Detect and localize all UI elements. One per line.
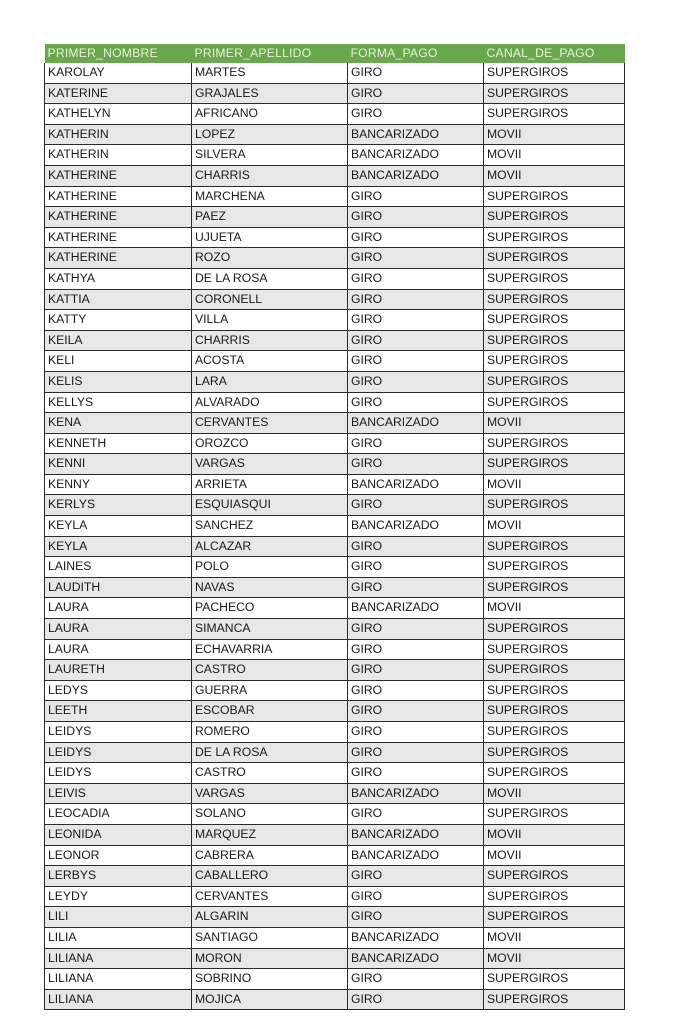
table-row — [45, 886, 625, 907]
cell-forma-pago[interactable]: GIRO — [348, 83, 484, 104]
table-body — [45, 63, 625, 1010]
cell-primer-apellido[interactable]: GUERRA — [192, 680, 348, 701]
table-row — [45, 783, 625, 804]
cell-canal-de-pago[interactable]: MOVII — [484, 948, 625, 969]
cell-primer-apellido[interactable]: CASTRO — [192, 660, 348, 681]
cell-primer-nombre[interactable]: LAINES — [45, 557, 192, 578]
table-row — [45, 433, 625, 454]
table-row — [45, 392, 625, 413]
cell-primer-apellido[interactable]: SIMANCA — [192, 619, 348, 640]
cell-canal-de-pago[interactable]: SUPERGIROS — [484, 63, 625, 83]
table-row — [45, 289, 625, 310]
table-row — [45, 927, 625, 948]
cell-forma-pago[interactable]: GIRO — [348, 742, 484, 763]
table-row — [45, 104, 625, 125]
cell-canal-de-pago[interactable]: SUPERGIROS — [484, 104, 625, 125]
cell-forma-pago[interactable]: GIRO — [348, 351, 484, 372]
table-row — [45, 804, 625, 825]
cell-forma-pago[interactable]: GIRO — [348, 557, 484, 578]
cell-canal-de-pago[interactable]: SUPERGIROS — [484, 351, 625, 372]
cell-canal-de-pago[interactable]: MOVII — [484, 516, 625, 537]
cell-forma-pago[interactable]: GIRO — [348, 289, 484, 310]
cell-canal-de-pago[interactable]: SUPERGIROS — [484, 619, 625, 640]
cell-canal-de-pago[interactable]: SUPERGIROS — [484, 989, 625, 1010]
table-row — [45, 969, 625, 990]
cell-canal-de-pago[interactable]: SUPERGIROS — [484, 639, 625, 660]
cell-primer-nombre[interactable]: KATHERIN — [45, 124, 192, 145]
cell-primer-nombre[interactable]: KATHERINE — [45, 227, 192, 248]
table-row — [45, 248, 625, 269]
table-row — [45, 742, 625, 763]
table-row — [45, 83, 625, 104]
table-row — [45, 989, 625, 1010]
cell-primer-nombre[interactable]: LEIDYS — [45, 763, 192, 784]
table-row — [45, 660, 625, 681]
cell-canal-de-pago[interactable]: SUPERGIROS — [484, 907, 625, 928]
cell-primer-apellido[interactable]: CASTRO — [192, 763, 348, 784]
cell-canal-de-pago[interactable]: SUPERGIROS — [484, 454, 625, 475]
cell-primer-nombre[interactable]: KATTY — [45, 310, 192, 331]
cell-primer-nombre[interactable]: LAURETH — [45, 660, 192, 681]
cell-primer-apellido[interactable]: LARA — [192, 371, 348, 392]
cell-primer-nombre[interactable]: LEONIDA — [45, 824, 192, 845]
cell-primer-apellido[interactable]: VARGAS — [192, 454, 348, 475]
cell-canal-de-pago[interactable]: SUPERGIROS — [484, 83, 625, 104]
cell-primer-nombre[interactable]: LILI — [45, 907, 192, 928]
cell-primer-nombre[interactable]: LEIDYS — [45, 742, 192, 763]
cell-forma-pago[interactable]: BANCARIZADO — [348, 948, 484, 969]
table-row — [45, 722, 625, 743]
cell-canal-de-pago[interactable]: SUPERGIROS — [484, 742, 625, 763]
table-row — [45, 516, 625, 537]
cell-primer-nombre[interactable]: LEIDYS — [45, 722, 192, 743]
table-row — [45, 557, 625, 578]
cell-primer-nombre[interactable]: KEYLA — [45, 536, 192, 557]
table-row — [45, 907, 625, 928]
cell-primer-nombre[interactable]: KATHERINE — [45, 165, 192, 186]
table-row — [45, 701, 625, 722]
cell-primer-apellido[interactable]: CABALLERO — [192, 866, 348, 887]
cell-primer-apellido[interactable]: ARRIETA — [192, 474, 348, 495]
cell-primer-apellido[interactable]: CERVANTES — [192, 413, 348, 434]
cell-primer-apellido[interactable]: SOBRINO — [192, 969, 348, 990]
header-row — [45, 44, 625, 63]
cell-canal-de-pago[interactable]: SUPERGIROS — [484, 433, 625, 454]
cell-primer-apellido[interactable]: DE LA ROSA — [192, 268, 348, 289]
cell-canal-de-pago[interactable]: SUPERGIROS — [484, 207, 625, 228]
cell-primer-nombre[interactable]: LILIA — [45, 927, 192, 948]
cell-forma-pago[interactable]: GIRO — [348, 207, 484, 228]
cell-forma-pago[interactable]: GIRO — [348, 186, 484, 207]
cell-primer-nombre[interactable]: KAROLAY — [45, 63, 192, 83]
table-row — [45, 207, 625, 228]
cell-primer-apellido[interactable]: SANCHEZ — [192, 516, 348, 537]
beneficiaries-table — [44, 44, 625, 1010]
cell-primer-apellido[interactable]: POLO — [192, 557, 348, 578]
cell-primer-nombre[interactable]: LERBYS — [45, 866, 192, 887]
cell-forma-pago[interactable]: BANCARIZADO — [348, 845, 484, 866]
cell-primer-nombre[interactable]: LAURA — [45, 598, 192, 619]
cell-primer-apellido[interactable]: CERVANTES — [192, 886, 348, 907]
cell-primer-nombre[interactable]: KATHELYN — [45, 104, 192, 125]
table-row — [45, 413, 625, 434]
cell-primer-nombre[interactable]: KATHERINE — [45, 207, 192, 228]
table-row — [45, 165, 625, 186]
cell-primer-nombre[interactable]: LAURA — [45, 619, 192, 640]
cell-primer-apellido[interactable]: ECHAVARRIA — [192, 639, 348, 660]
cell-canal-de-pago[interactable]: MOVII — [484, 824, 625, 845]
cell-forma-pago[interactable]: GIRO — [348, 330, 484, 351]
cell-canal-de-pago[interactable]: SUPERGIROS — [484, 310, 625, 331]
cell-forma-pago[interactable]: GIRO — [348, 763, 484, 784]
cell-primer-nombre[interactable]: LILIANA — [45, 969, 192, 990]
table-row — [45, 763, 625, 784]
cell-canal-de-pago[interactable]: SUPERGIROS — [484, 660, 625, 681]
cell-primer-nombre[interactable]: KATERINE — [45, 83, 192, 104]
cell-forma-pago[interactable]: BANCARIZADO — [348, 824, 484, 845]
table-row — [45, 680, 625, 701]
cell-canal-de-pago[interactable]: SUPERGIROS — [484, 495, 625, 516]
table-row — [45, 639, 625, 660]
cell-primer-nombre[interactable]: KENNETH — [45, 433, 192, 454]
cell-canal-de-pago[interactable]: MOVII — [484, 783, 625, 804]
cell-forma-pago[interactable]: GIRO — [348, 866, 484, 887]
cell-forma-pago[interactable]: GIRO — [348, 907, 484, 928]
cell-canal-de-pago[interactable]: SUPERGIROS — [484, 763, 625, 784]
cell-primer-apellido[interactable]: MARCHENA — [192, 186, 348, 207]
cell-canal-de-pago[interactable]: SUPERGIROS — [484, 969, 625, 990]
table-row — [45, 63, 625, 83]
table-row — [45, 577, 625, 598]
cell-canal-de-pago[interactable]: SUPERGIROS — [484, 680, 625, 701]
cell-canal-de-pago[interactable]: SUPERGIROS — [484, 701, 625, 722]
cell-primer-apellido[interactable]: MORON — [192, 948, 348, 969]
table-row — [45, 619, 625, 640]
cell-primer-nombre[interactable]: LILIANA — [45, 989, 192, 1010]
cell-canal-de-pago[interactable]: SUPERGIROS — [484, 330, 625, 351]
cell-canal-de-pago[interactable]: MOVII — [484, 927, 625, 948]
cell-primer-apellido[interactable]: ESCOBAR — [192, 701, 348, 722]
cell-canal-de-pago[interactable]: SUPERGIROS — [484, 371, 625, 392]
cell-forma-pago[interactable]: BANCARIZADO — [348, 598, 484, 619]
cell-primer-nombre[interactable]: KATHYA — [45, 268, 192, 289]
cell-primer-nombre[interactable]: LEYDY — [45, 886, 192, 907]
cell-primer-apellido[interactable]: ROMERO — [192, 722, 348, 743]
table-row — [45, 948, 625, 969]
cell-canal-de-pago[interactable]: MOVII — [484, 474, 625, 495]
cell-primer-apellido[interactable]: MOJICA — [192, 989, 348, 1010]
cell-primer-nombre[interactable]: LEONOR — [45, 845, 192, 866]
cell-forma-pago[interactable]: BANCARIZADO — [348, 783, 484, 804]
cell-forma-pago[interactable]: GIRO — [348, 392, 484, 413]
cell-primer-apellido[interactable]: GRAJALES — [192, 83, 348, 104]
cell-primer-apellido[interactable]: UJUETA — [192, 227, 348, 248]
cell-primer-apellido[interactable]: ESQUIASQUI — [192, 495, 348, 516]
cell-forma-pago[interactable]: GIRO — [348, 268, 484, 289]
cell-primer-apellido[interactable]: VILLA — [192, 310, 348, 331]
cell-primer-nombre[interactable]: LEETH — [45, 701, 192, 722]
cell-forma-pago[interactable]: GIRO — [348, 227, 484, 248]
cell-primer-apellido[interactable]: LOPEZ — [192, 124, 348, 145]
table-row — [45, 454, 625, 475]
cell-primer-nombre[interactable]: LEDYS — [45, 680, 192, 701]
table-row — [45, 845, 625, 866]
cell-primer-nombre[interactable]: LILIANA — [45, 948, 192, 969]
cell-forma-pago[interactable]: GIRO — [348, 371, 484, 392]
cell-primer-apellido[interactable]: PACHECO — [192, 598, 348, 619]
cell-canal-de-pago[interactable]: SUPERGIROS — [484, 577, 625, 598]
table-row — [45, 598, 625, 619]
cell-forma-pago[interactable]: GIRO — [348, 722, 484, 743]
cell-canal-de-pago[interactable]: MOVII — [484, 598, 625, 619]
table-row — [45, 495, 625, 516]
cell-forma-pago[interactable]: GIRO — [348, 969, 484, 990]
cell-primer-nombre[interactable]: LEIVIS — [45, 783, 192, 804]
cell-forma-pago[interactable]: GIRO — [348, 619, 484, 640]
cell-primer-apellido[interactable]: ALGARIN — [192, 907, 348, 928]
spreadsheet-sheet — [44, 44, 624, 1010]
table-row — [45, 330, 625, 351]
cell-primer-apellido[interactable]: PAEZ — [192, 207, 348, 228]
cell-primer-apellido[interactable]: ALVARADO — [192, 392, 348, 413]
cell-primer-nombre[interactable]: KENA — [45, 413, 192, 434]
cell-canal-de-pago[interactable]: SUPERGIROS — [484, 186, 625, 207]
cell-primer-nombre[interactable]: KATHERINE — [45, 186, 192, 207]
table-header — [45, 44, 625, 63]
cell-canal-de-pago[interactable]: SUPERGIROS — [484, 886, 625, 907]
cell-primer-nombre[interactable]: KERLYS — [45, 495, 192, 516]
cell-forma-pago[interactable]: BANCARIZADO — [348, 145, 484, 166]
table-row — [45, 371, 625, 392]
cell-primer-nombre[interactable]: LEOCADIA — [45, 804, 192, 825]
cell-forma-pago[interactable]: GIRO — [348, 310, 484, 331]
cell-forma-pago[interactable]: GIRO — [348, 680, 484, 701]
cell-primer-apellido[interactable]: SANTIAGO — [192, 927, 348, 948]
table-row — [45, 124, 625, 145]
cell-forma-pago[interactable]: BANCARIZADO — [348, 516, 484, 537]
cell-primer-nombre[interactable]: KENNI — [45, 454, 192, 475]
cell-canal-de-pago[interactable]: SUPERGIROS — [484, 722, 625, 743]
cell-forma-pago[interactable]: BANCARIZADO — [348, 165, 484, 186]
cell-primer-apellido[interactable]: ACOSTA — [192, 351, 348, 372]
table-row — [45, 145, 625, 166]
cell-primer-apellido[interactable]: VARGAS — [192, 783, 348, 804]
table-row — [45, 866, 625, 887]
cell-forma-pago[interactable]: GIRO — [348, 639, 484, 660]
table-row — [45, 186, 625, 207]
cell-canal-de-pago[interactable]: MOVII — [484, 124, 625, 145]
cell-forma-pago[interactable]: GIRO — [348, 433, 484, 454]
cell-canal-de-pago[interactable]: MOVII — [484, 165, 625, 186]
cell-primer-nombre[interactable]: LAURA — [45, 639, 192, 660]
header-canal-de-pago[interactable]: CANAL_DE_PAGO — [484, 44, 625, 63]
cell-canal-de-pago[interactable]: SUPERGIROS — [484, 268, 625, 289]
cell-canal-de-pago[interactable]: SUPERGIROS — [484, 536, 625, 557]
cell-primer-apellido[interactable]: OROZCO — [192, 433, 348, 454]
cell-primer-apellido[interactable]: AFRICANO — [192, 104, 348, 125]
cell-forma-pago[interactable]: GIRO — [348, 701, 484, 722]
cell-primer-nombre[interactable]: LAUDITH — [45, 577, 192, 598]
cell-primer-nombre[interactable]: KEILA — [45, 330, 192, 351]
cell-forma-pago[interactable]: GIRO — [348, 495, 484, 516]
cell-forma-pago[interactable]: GIRO — [348, 886, 484, 907]
cell-primer-apellido[interactable]: ALCAZAR — [192, 536, 348, 557]
cell-primer-apellido[interactable]: ROZO — [192, 248, 348, 269]
header-primer-apellido[interactable]: PRIMER_APELLIDO — [192, 44, 348, 63]
cell-canal-de-pago[interactable]: MOVII — [484, 413, 625, 434]
cell-primer-nombre[interactable]: KATHERIN — [45, 145, 192, 166]
table-row — [45, 536, 625, 557]
table-row — [45, 310, 625, 331]
cell-forma-pago[interactable]: GIRO — [348, 989, 484, 1010]
cell-forma-pago[interactable]: GIRO — [348, 660, 484, 681]
cell-primer-nombre[interactable]: KENNY — [45, 474, 192, 495]
cell-primer-nombre[interactable]: KATTIA — [45, 289, 192, 310]
cell-canal-de-pago[interactable]: MOVII — [484, 145, 625, 166]
cell-canal-de-pago[interactable]: SUPERGIROS — [484, 248, 625, 269]
cell-canal-de-pago[interactable]: SUPERGIROS — [484, 227, 625, 248]
cell-canal-de-pago[interactable]: SUPERGIROS — [484, 557, 625, 578]
cell-canal-de-pago[interactable]: SUPERGIROS — [484, 289, 625, 310]
cell-primer-apellido[interactable]: CHARRIS — [192, 330, 348, 351]
cell-primer-apellido[interactable]: DE LA ROSA — [192, 742, 348, 763]
cell-forma-pago[interactable]: BANCARIZADO — [348, 927, 484, 948]
cell-forma-pago[interactable]: GIRO — [348, 248, 484, 269]
cell-forma-pago[interactable]: BANCARIZADO — [348, 474, 484, 495]
cell-forma-pago[interactable]: BANCARIZADO — [348, 124, 484, 145]
cell-forma-pago[interactable]: GIRO — [348, 454, 484, 475]
table-row — [45, 351, 625, 372]
cell-primer-apellido[interactable]: NAVAS — [192, 577, 348, 598]
cell-primer-nombre[interactable]: KEYLA — [45, 516, 192, 537]
cell-primer-apellido[interactable]: CABRERA — [192, 845, 348, 866]
cell-forma-pago[interactable]: GIRO — [348, 63, 484, 83]
table-row — [45, 227, 625, 248]
table-row — [45, 824, 625, 845]
cell-primer-nombre[interactable]: KELIS — [45, 371, 192, 392]
cell-primer-apellido[interactable]: SOLANO — [192, 804, 348, 825]
cell-primer-apellido[interactable]: MARQUEZ — [192, 824, 348, 845]
table-row — [45, 474, 625, 495]
table-row — [45, 268, 625, 289]
cell-forma-pago[interactable]: GIRO — [348, 804, 484, 825]
cell-forma-pago[interactable]: GIRO — [348, 577, 484, 598]
cell-canal-de-pago[interactable]: MOVII — [484, 845, 625, 866]
cell-primer-nombre[interactable]: KELLYS — [45, 392, 192, 413]
cell-primer-apellido[interactable]: MARTES — [192, 63, 348, 83]
cell-primer-apellido[interactable]: CHARRIS — [192, 165, 348, 186]
cell-primer-nombre[interactable]: KELI — [45, 351, 192, 372]
cell-canal-de-pago[interactable]: SUPERGIROS — [484, 804, 625, 825]
header-primer-nombre[interactable]: PRIMER_NOMBRE — [45, 44, 192, 63]
cell-forma-pago[interactable]: BANCARIZADO — [348, 413, 484, 434]
header-forma-pago[interactable]: FORMA_PAGO — [348, 44, 484, 63]
cell-forma-pago[interactable]: GIRO — [348, 104, 484, 125]
cell-forma-pago[interactable]: GIRO — [348, 536, 484, 557]
cell-primer-apellido[interactable]: SILVERA — [192, 145, 348, 166]
cell-canal-de-pago[interactable]: SUPERGIROS — [484, 866, 625, 887]
cell-primer-nombre[interactable]: KATHERINE — [45, 248, 192, 269]
cell-primer-apellido[interactable]: CORONELL — [192, 289, 348, 310]
cell-canal-de-pago[interactable]: SUPERGIROS — [484, 392, 625, 413]
